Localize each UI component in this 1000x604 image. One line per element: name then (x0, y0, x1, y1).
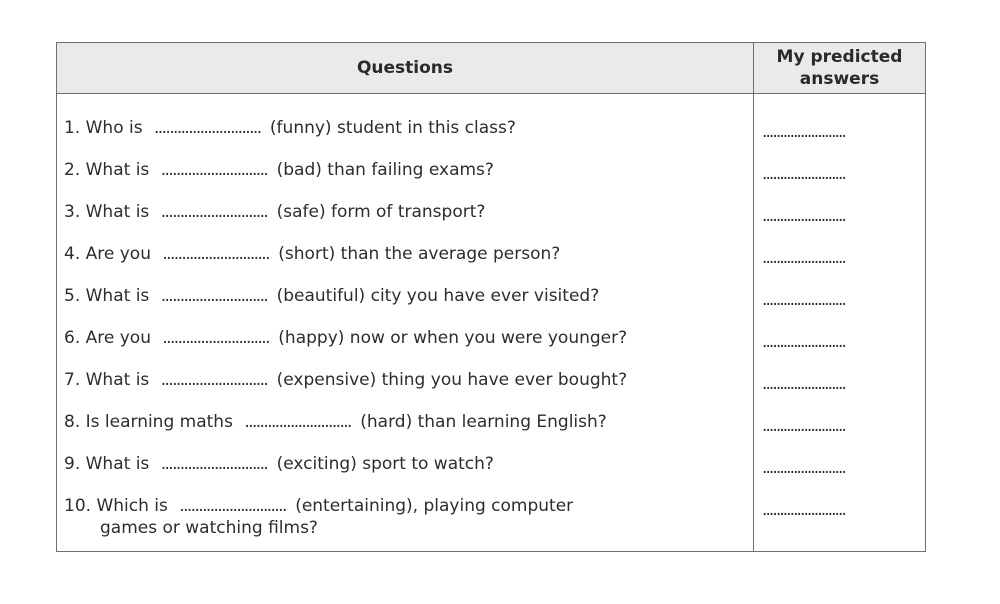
question-8-prefix: 8. Is learning maths (64, 412, 233, 432)
question-2-prefix: 2. What is (64, 160, 150, 180)
question-row-7 (57, 369, 753, 411)
question-9-blank[interactable]: ............................ (160, 454, 268, 474)
answer-row-5 (754, 285, 925, 327)
answer-8-blank[interactable]: ........................ (762, 416, 845, 436)
answer-3-blank[interactable]: ........................ (762, 206, 845, 226)
question-1-blank[interactable]: ............................ (154, 118, 261, 138)
question-4-prefix: 4. Are you (64, 244, 151, 264)
answer-row-7 (754, 369, 925, 411)
answer-row-10 (754, 495, 925, 537)
question-2-suffix: (bad) than failing exams? (276, 160, 494, 180)
answer-row-3 (754, 201, 925, 243)
question-row-4 (57, 243, 753, 285)
question-row-3 (57, 201, 753, 243)
question-3-suffix: (safe) form of transport? (276, 202, 486, 222)
answer-row-4 (754, 243, 925, 285)
question-3-blank[interactable]: ............................ (160, 202, 268, 222)
question-5-suffix: (beautiful) city you have ever visited? (276, 286, 600, 306)
question-row-2 (57, 159, 753, 201)
question-6-prefix: 6. Are you (64, 328, 151, 348)
question-7-suffix: (expensive) thing you have ever bought? (276, 370, 628, 390)
answers-column (754, 94, 925, 551)
question-10-suffix: (entertaining), playing computer (295, 496, 574, 516)
question-1-suffix: (funny) student in this class? (269, 118, 516, 138)
header-answers-line2: answers (799, 69, 880, 89)
question-4-suffix: (short) than the average person? (278, 244, 561, 264)
question-3-prefix: 3. What is (64, 202, 150, 222)
question-9-suffix: (exciting) sport to watch? (276, 454, 494, 474)
question-row-6 (57, 327, 753, 369)
answer-row-8 (754, 411, 925, 453)
question-6-blank[interactable]: ............................ (162, 328, 269, 348)
questions-column (57, 94, 754, 551)
worksheet-table (56, 42, 926, 552)
question-row-5 (57, 285, 753, 327)
answer-9-blank[interactable]: ........................ (762, 458, 845, 478)
answer-4-blank[interactable]: ........................ (762, 248, 845, 268)
question-9-prefix: 9. What is (64, 454, 150, 474)
question-6-suffix: (happy) now or when you were younger? (278, 328, 628, 348)
question-row-1 (57, 117, 753, 159)
question-row-8 (57, 411, 753, 453)
answer-10-blank[interactable]: ........................ (762, 500, 845, 520)
question-8-suffix: (hard) than learning English? (360, 412, 607, 432)
question-10-continuation: games or watching films? (100, 518, 318, 538)
answer-row-6 (754, 327, 925, 369)
answer-row-2 (754, 159, 925, 201)
answer-row-9 (754, 453, 925, 495)
answer-row-1 (754, 117, 925, 159)
answer-2-blank[interactable]: ........................ (762, 164, 845, 184)
table-body (57, 94, 925, 551)
question-2-blank[interactable]: ............................ (160, 160, 268, 180)
question-5-prefix: 5. What is (64, 286, 150, 306)
question-10-prefix: 10. Which is (64, 496, 168, 516)
header-questions: Questions (57, 43, 754, 93)
question-7-blank[interactable]: ............................ (160, 370, 268, 390)
question-10-blank[interactable]: ............................ (179, 496, 286, 516)
question-5-blank[interactable]: ............................ (160, 286, 268, 306)
answer-1-blank[interactable]: ........................ (762, 122, 845, 142)
question-row-9 (57, 453, 753, 495)
table-header (57, 43, 925, 94)
question-7-prefix: 7. What is (64, 370, 150, 390)
answer-7-blank[interactable]: ........................ (762, 374, 845, 394)
question-row-10 (57, 495, 753, 541)
header-answers (754, 43, 925, 93)
question-1-prefix: 1. Who is (64, 118, 143, 138)
header-answers-line1: My predicted (776, 47, 903, 67)
question-4-blank[interactable]: ............................ (162, 244, 269, 264)
answer-6-blank[interactable]: ........................ (762, 332, 845, 352)
answer-5-blank[interactable]: ........................ (762, 290, 845, 310)
question-8-blank[interactable]: ............................ (244, 412, 351, 432)
